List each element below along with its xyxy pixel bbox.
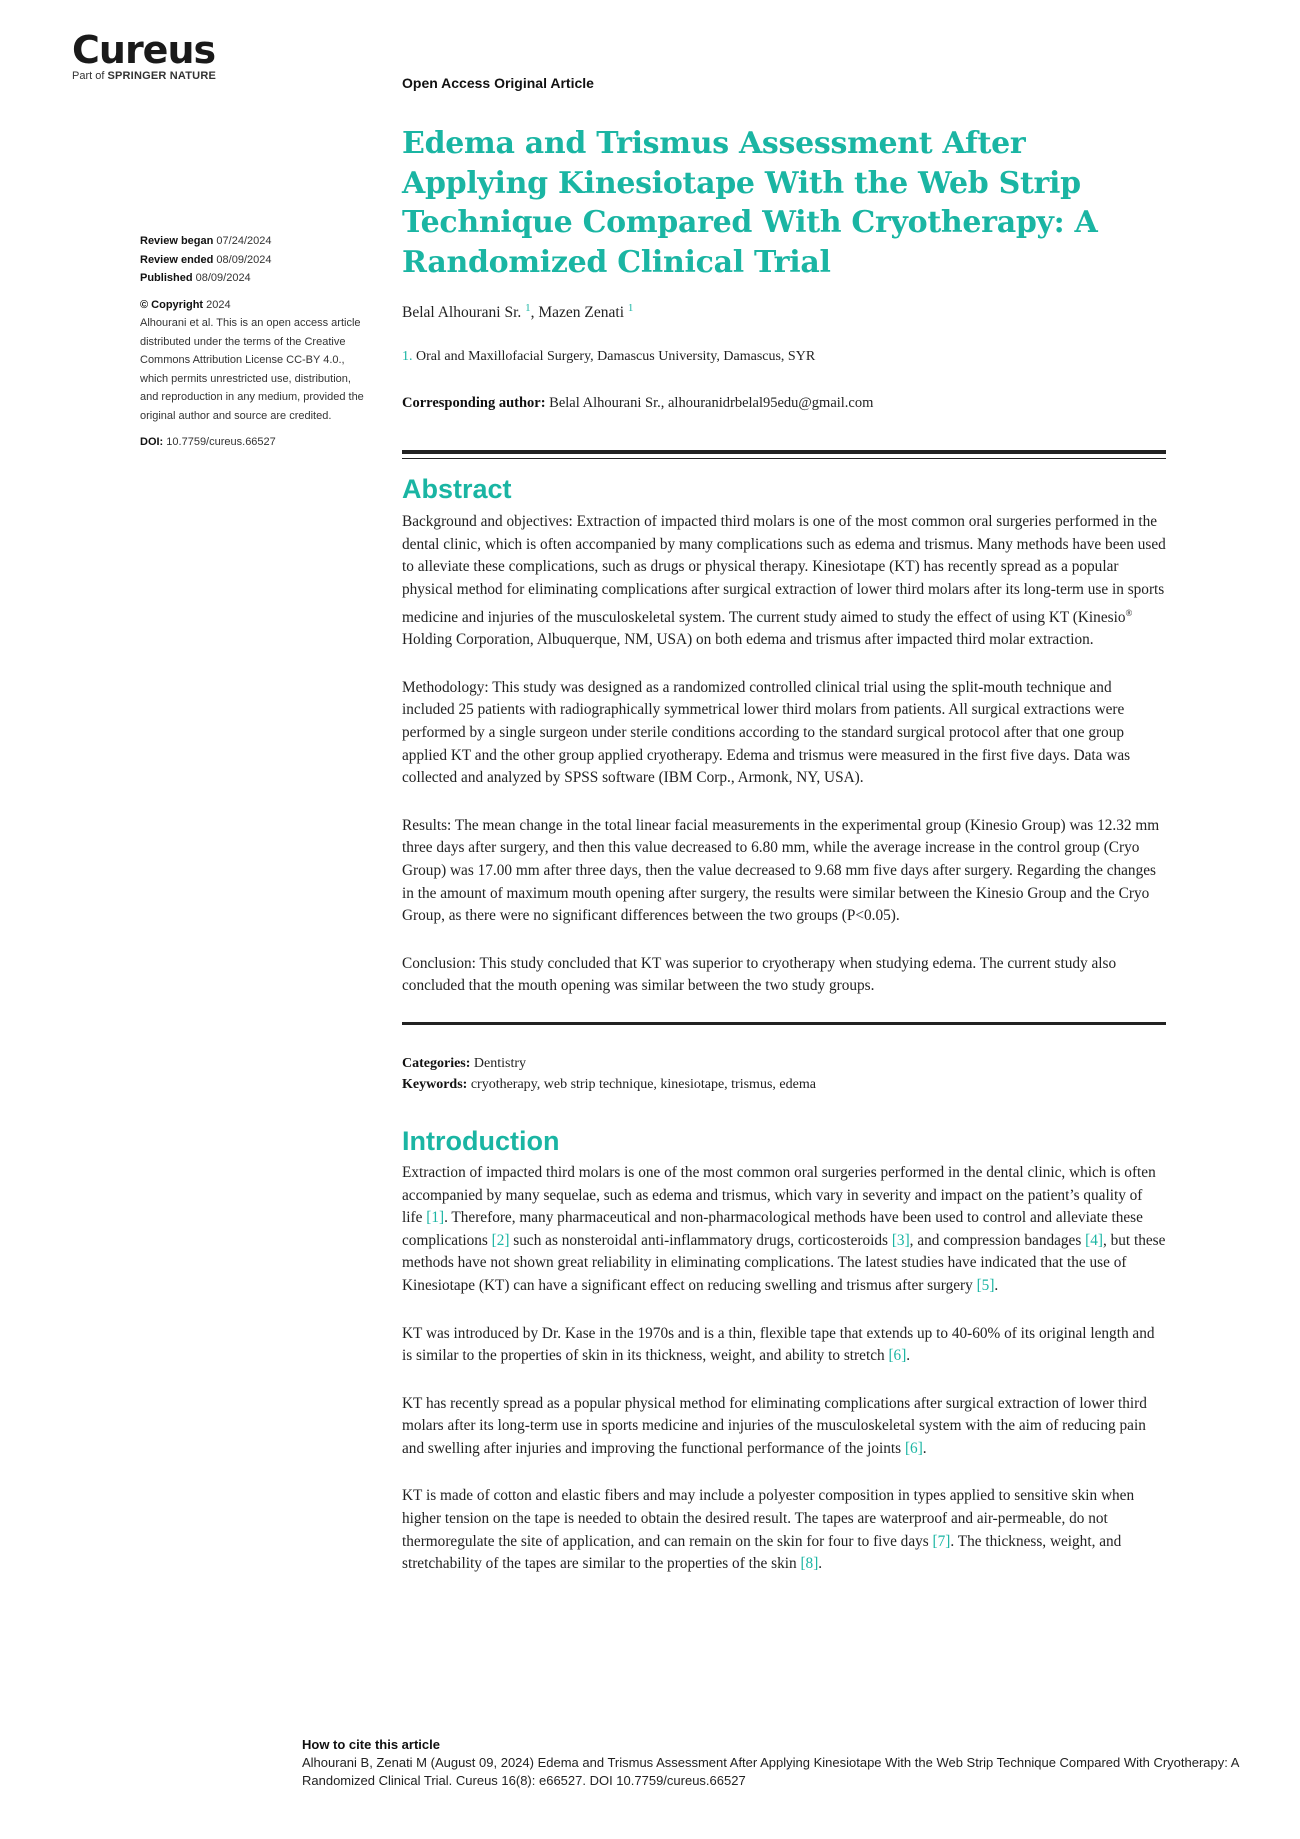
categories xyxy=(402,1053,1166,1074)
license-text: Alhourani et al. This is an open access article distributed under the terms of the Creative Commons Attribution License CC-BY 4.0., which permits unrestricted use, distribution, and reproduction in any medium, provided the original author and source are credited. xyxy=(140,317,364,422)
article-type: Open Access Original Article xyxy=(402,75,594,91)
keywords-label: Keywords: xyxy=(402,1076,468,1092)
review-ended-label: Review ended xyxy=(140,253,214,266)
cureus-logo[interactable] xyxy=(72,28,216,82)
reference-link[interactable]: [6] xyxy=(888,1347,907,1365)
citation-heading: How to cite this article xyxy=(302,1737,440,1752)
published-date: 08/09/2024 xyxy=(195,272,251,284)
affiliation xyxy=(402,349,1166,365)
body-text: KT has recently spread as a popular physical method for eliminating complications after surgical extraction of lower third molars after its long-term use in sports medicine and injuries of the musculoskeletal system with the aim of reducing pain and swelling after injuries and improving the functional performance of the joints xyxy=(402,1394,1147,1457)
abstract-body xyxy=(402,511,1166,998)
body-text: , and compression bandages xyxy=(909,1231,1086,1249)
copyright xyxy=(140,296,370,315)
published xyxy=(140,269,370,288)
reference-link[interactable]: [5] xyxy=(976,1276,995,1294)
review-began-label: Review began xyxy=(140,235,214,247)
section-divider xyxy=(402,450,1166,459)
article-main xyxy=(402,124,1166,1576)
reference-link[interactable]: [3] xyxy=(891,1231,910,1249)
introduction-paragraph xyxy=(402,1393,1166,1461)
section-divider xyxy=(402,1022,1166,1025)
published-label: Published xyxy=(140,272,193,284)
abstract-heading: Abstract xyxy=(402,474,512,505)
abstract-paragraph: Methodology: This study was designed as a randomized controlled clinical trial using the split-mouth technique and included 25 patients with radiographically symmetrical lower third molars from patients. All surgical extractions were performed by a single surgeon under sterile conditions according to the standard surgical protocol after that one group applied KT and the other group applied cryotherapy. Edema and trismus were measured in the first five days. Data was collected and analyzed by SPSS software (IBM Corp., Armonk, NY, USA). xyxy=(402,678,1131,787)
doi xyxy=(140,433,370,452)
abstract-text: Background and objectives: Extraction of impacted third molars is one of the most common oral surgeries performed in the dental clinic, which is often accompanied by many complications such as edema and trismus. Many methods have been used to alleviate these complications, such as drugs or physical therapy. Kinesiotape (KT) has recently spread as a popular physical method for eliminating complications after surgical extraction of lower third molars after its long-term use in sports medicine and injuries of the musculoskeletal system. The current study aimed to study the effect of using KT (Kinesio xyxy=(402,513,1166,626)
copyright-year: 2024 xyxy=(206,298,231,311)
corresponding-author xyxy=(402,395,1166,412)
citation-footer xyxy=(302,1736,1262,1790)
body-text: such as nonsteroidal anti-inflammatory drugs, corticosteroids xyxy=(509,1231,892,1249)
reference-link[interactable]: [4] xyxy=(1085,1231,1103,1249)
review-ended xyxy=(140,251,370,270)
reference-link[interactable]: [7] xyxy=(932,1532,951,1550)
body-text: . xyxy=(818,1555,823,1573)
body-text: KT was introduced by Dr. Kase in the 1970s and is a thin, flexible tape that extends up to 40-60% of its original length and is similar to the properties of skin in its thickness, weight, and ability to stretch xyxy=(402,1324,1155,1365)
author-list: Belal Alhourani Sr. $^1$, Mazen Zenati $^1$ xyxy=(402,302,634,322)
affiliation-number: 1. xyxy=(402,349,413,365)
author-name[interactable]: Belal Alhourani Sr. xyxy=(402,304,522,322)
review-ended-date: 08/09/2024 xyxy=(216,253,272,266)
abstract-text: Holding Corporation, Albuquerque, NM, USA) on both edema and trismus after impacted third molar extraction. xyxy=(402,631,1094,649)
article-title: Edema and Trismus Assessment After Applying Kinesiotape With the Web Strip Technique Compared With Cryotherapy: A Randomized Clinical Trial xyxy=(402,126,1098,280)
body-text: Extraction of impacted third molars is one of the most common oral surgeries performed in the dental clinic, which is often accompanied by many sequelae, such as edema and trismus, which vary in severity and impact on the patient’s quality of life xyxy=(402,1163,1156,1227)
abstract-paragraph xyxy=(402,511,1166,652)
reference-link[interactable]: [1] xyxy=(426,1209,445,1227)
body-text: . xyxy=(994,1276,999,1294)
categories-value[interactable]: Dentistry xyxy=(473,1055,527,1071)
parent-brand: SPRINGER NATURE xyxy=(107,70,216,82)
reference-link[interactable]: [2] xyxy=(491,1231,510,1249)
affiliation-text: Oral and Maxillofacial Surgery, Damascus University, Damascus, SYR xyxy=(416,349,816,365)
body-text: . The thickness, weight, and stretchability of the tapes are similar to the properties of the skin xyxy=(402,1532,1122,1573)
review-began xyxy=(140,232,370,251)
citation-text: Alhourani B, Zenati M (August 09, 2024) Edema and Trismus Assessment After Applying Kinesiotape With the Web Strip Technique Compared With Cryotherapy: A Randomized Clinical Trial. Cureus 16(8): e66527. DOI 10.7759/cureus.66527 xyxy=(302,1755,1239,1788)
reference-link[interactable]: [8] xyxy=(800,1555,819,1573)
part-of-text: Part of xyxy=(72,70,105,82)
author-affiliation-mark[interactable]: 1 xyxy=(627,302,634,314)
doi-link[interactable]: 10.7759/cureus.66527 xyxy=(166,436,276,448)
body-text: . Therefore, many pharmaceutical and non-pharmacological methods have been used to control and alleviate these complications xyxy=(402,1209,1143,1249)
logo-subtitle xyxy=(72,70,216,82)
body-text: KT is made of cotton and elastic fibers and may include a polyester composition in types applied to sensitive skin when higher tension on the tape is needed to obtain the desired result. The tapes are waterproof and air-permeable, do not thermoregulate the site of application, and can remain on the skin for four to five days xyxy=(402,1487,1135,1550)
categories-label: Categories: xyxy=(402,1055,471,1071)
introduction-body xyxy=(402,1162,1166,1576)
doi-label: DOI: xyxy=(140,436,164,448)
review-began-date: 07/24/2024 xyxy=(216,235,272,247)
reference-link[interactable]: [6] xyxy=(904,1439,923,1457)
abstract-paragraph: Conclusion: This study concluded that KT was superior to cryotherapy when studying edema. The current study also concluded that the mouth opening was similar between the two study groups. xyxy=(402,954,1117,995)
body-text: , but these methods have not shown great reliability in eliminating complications. The latest studies have indicated that the use of Kinesiotape (KT) can have a significant effect on reducing swelling and trismus after surgery xyxy=(402,1231,1166,1294)
copyright-label: © Copyright xyxy=(140,298,204,311)
author-name[interactable]: Mazen Zenati xyxy=(538,304,625,322)
keywords-value: cryotherapy, web strip technique, kinesiotape, trismus, edema xyxy=(470,1076,816,1092)
corresponding-label: Corresponding author: xyxy=(402,395,546,412)
registered-mark: ® xyxy=(1125,607,1133,618)
keywords xyxy=(402,1074,1166,1095)
introduction-paragraph xyxy=(402,1485,1166,1575)
logo-wordmark: Cureus xyxy=(72,28,216,72)
abstract-paragraph: Results: The mean change in the total linear facial measurements in the experimental group (Kinesio Group) was 12.32 mm three days after surgery, and then this value decreased to 6.80 mm, while the average increase in the control group (Cryo Group) was 17.00 mm after three days, then the value decreased to 9.68 mm five days after surgery. Regarding the changes in the amount of maximum mouth opening after surgery, the results were similar between the Kinesio Group and the Cryo Group, as there were no significant differences between the two groups (P<0.05). xyxy=(402,816,1160,925)
body-text: . xyxy=(906,1347,911,1365)
corresponding-text: Belal Alhourani Sr., alhouranidrbelal95edu@gmail.com xyxy=(549,395,874,412)
introduction-heading: Introduction xyxy=(402,1125,560,1156)
author-affiliation-mark[interactable]: 1 xyxy=(525,302,531,314)
article-meta xyxy=(402,1053,1166,1095)
body-text: . xyxy=(922,1439,927,1457)
introduction-paragraph xyxy=(402,1323,1166,1368)
article-sidebar xyxy=(140,232,370,452)
introduction-paragraph xyxy=(402,1162,1166,1298)
